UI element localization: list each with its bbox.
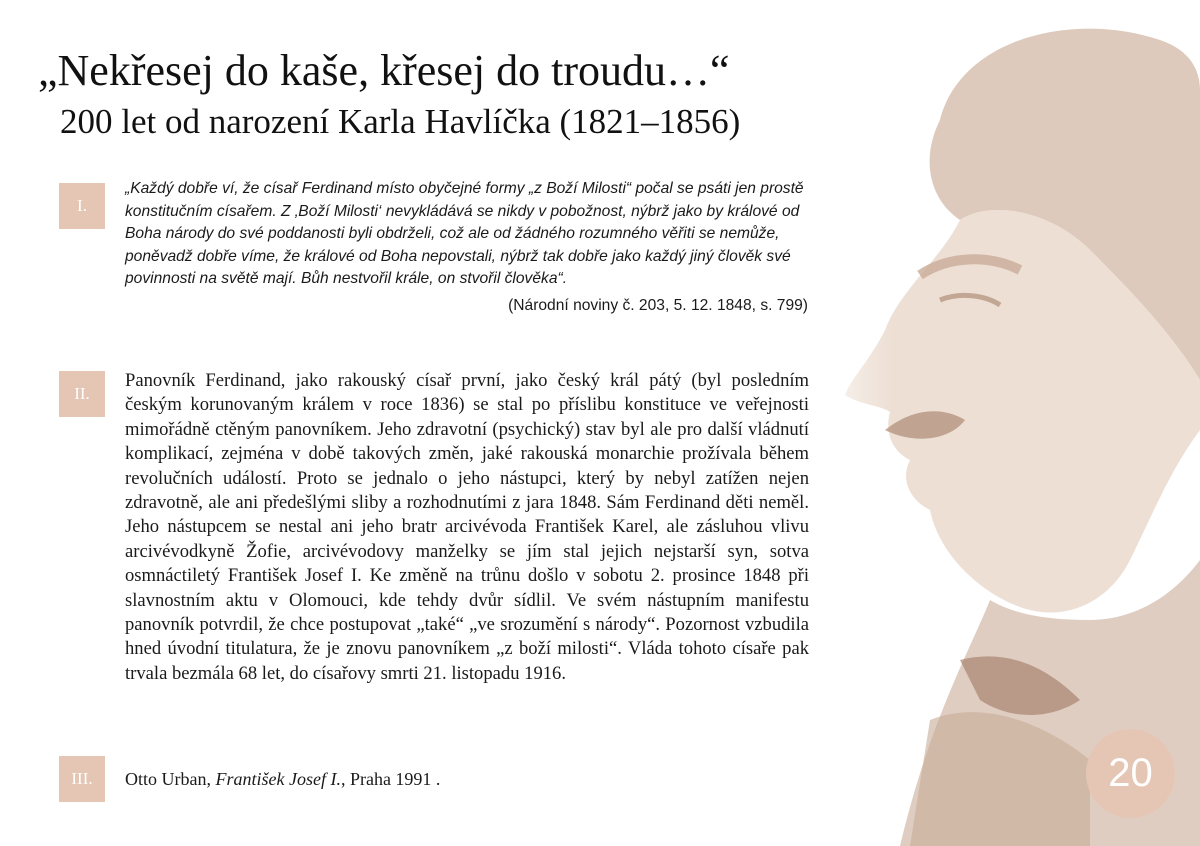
body-paragraph [125, 369, 809, 686]
page-title: „Nekřesej do kaše, křesej do troudu…“ [38, 46, 730, 95]
page-number-badge: 20 [1086, 729, 1175, 818]
reference [125, 767, 725, 791]
section-number-2: II. [59, 371, 105, 417]
quote-block [125, 178, 815, 318]
reference-author: Otto Urban, [125, 769, 216, 789]
reference-publication: , Praha 1991 . [340, 769, 441, 789]
quote-source: (Národní noviny č. 203, 5. 12. 1848, s. 799) [508, 296, 808, 314]
page-subtitle: 200 let od narození Karla Havlíčka (1821–1856) [60, 102, 741, 141]
section-number-1: I. [59, 183, 105, 229]
quote-text: „Každý dobře ví, že císař Ferdinand místo obyčejné formy „z Boží Milosti“ počal se psáti jen prostě konstitučním císařem. Z ‚Boží Milosti‘ nevykládává se nikdy v pobožnost, nýbrž jako by králové od Boha národy do své poddanosti byli obdrželi, což ale od žádného rozumného věřiti se nemůže, poněvadž dobře víme, že králové od Boha nepovstali, nýbrž tak dobře jako každý jiný člověk své povinnosti na světě mají. Bůh nestvořil krále, on stvořil člověka“. [125, 180, 804, 288]
body-text: Panovník Ferdinand, jako rakouský císař první, jako český král pátý (byl posledním českým korunovaným králem v roce 1836) se stal po příslibu konstituce ve veřejnosti mimořádně ctěným panovníkem. Jeho zdravotní (psychický) stav byl ale pro další vládnutí komplikací, zejména v době takových změn, jaké rakouská monarchie prožívala během revolučních událostí. Proto se jednalo o jeho nástupci, který by nebyl zatížen nejen zdravotně, ale ani předešlými sliby a rozhodnutími z jara 1848. Sám Ferdinand děti neměl. Jeho nástupcem se nestal ani jeho bratr arcivévoda František Karel, ale zásluhou vlivu arcivévodkyně Žofie, arcivévodovy manželky se jím stal jejich nejstarší syn, sotva osmnáctiletý František Josef I. Ke změně na trůnu došlo v sobotu 2. prosince 1848 při slavnostním aktu v Olomouci, kde tehdy dvůr sídlil. Ve svém nástupním manifestu panovník potvrdil, že chce postupovat „také“ „ve srozumění s národy“. Pozornost vzbudila hned úvodní titulatura, že je znovu panovníkem „z boží milosti“. Vláda tohoto císaře pak trvala bezmála 68 let, do císařovy smrti 21. listopadu 1916. [125, 370, 809, 684]
section-number-3: III. [59, 756, 105, 802]
reference-book-title: František Josef I. [215, 769, 341, 789]
